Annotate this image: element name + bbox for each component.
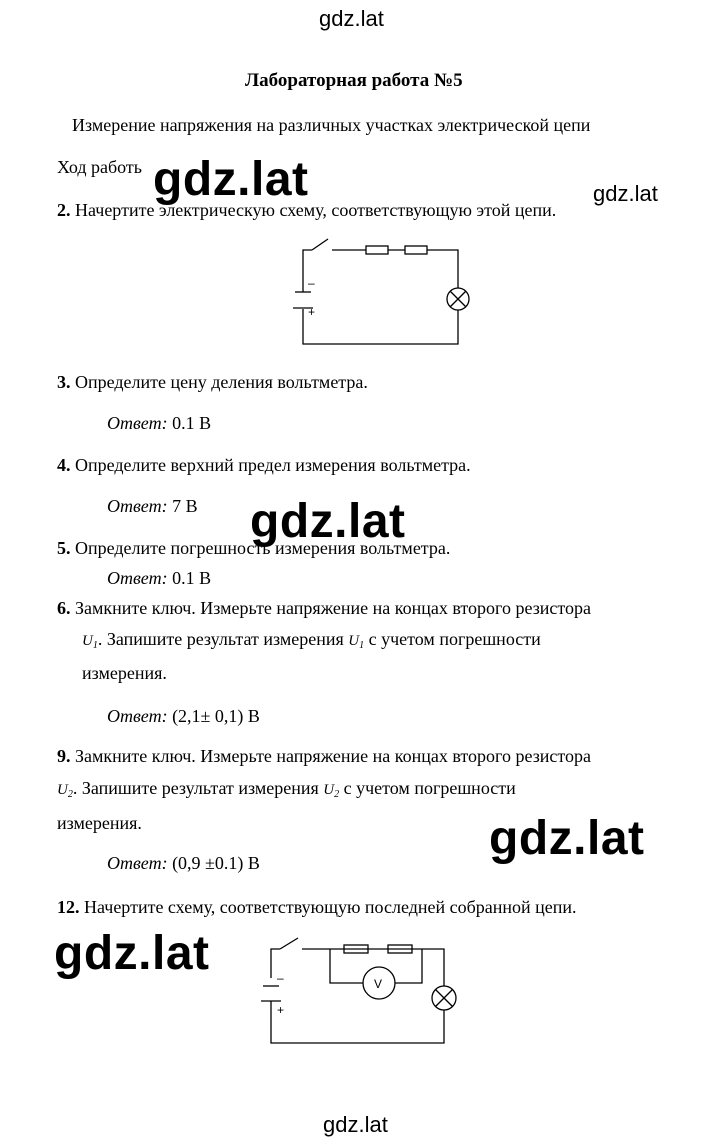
switch-blade bbox=[312, 239, 328, 250]
minus-sign: – bbox=[277, 971, 284, 985]
answer-6 bbox=[107, 706, 260, 727]
task-9 bbox=[57, 746, 591, 767]
task-number: 2. bbox=[57, 200, 71, 220]
answer-label: Ответ: bbox=[107, 706, 168, 726]
watermark-large: gdz.lat bbox=[489, 812, 645, 865]
task-9-line-3: измерения. bbox=[57, 813, 142, 833]
task-number: 3. bbox=[57, 372, 71, 392]
wire bbox=[395, 949, 422, 983]
task-number: 9. bbox=[57, 746, 71, 766]
task-text: . Запишите результат измерения bbox=[97, 629, 344, 649]
task-12 bbox=[57, 897, 577, 918]
answer-value: 0.1 В bbox=[172, 568, 212, 588]
answer-value: 7 В bbox=[172, 496, 198, 516]
task-text: Замкните ключ. Измерьте напряжение на концах второго резистора bbox=[75, 746, 592, 766]
task-text: Определите верхний предел измерения вольтметра. bbox=[75, 455, 471, 475]
task-6-line-3: измерения. bbox=[82, 663, 167, 683]
voltmeter-label: V bbox=[374, 977, 383, 991]
wire bbox=[330, 949, 363, 983]
wire bbox=[271, 1001, 444, 1043]
voltage-variable: $U_2$ bbox=[323, 782, 340, 800]
watermark-large: gdz.lat bbox=[54, 927, 210, 980]
task-text: с учетом погрешности bbox=[343, 778, 516, 798]
watermark-top: gdz.lat bbox=[319, 6, 384, 31]
progress-label: Ход работь bbox=[57, 157, 142, 177]
task-text: . Запишите результат измерения bbox=[72, 778, 319, 798]
watermark-large: gdz.lat bbox=[250, 495, 406, 548]
answer-value: (2,1± 0,1) В bbox=[172, 706, 260, 726]
minus-sign: – bbox=[308, 276, 315, 290]
answer-5 bbox=[107, 568, 211, 589]
task-2 bbox=[57, 200, 556, 221]
task-number: 6. bbox=[57, 598, 71, 618]
task-4 bbox=[57, 455, 471, 476]
task-3 bbox=[57, 372, 368, 393]
task-number: 12. bbox=[57, 897, 80, 917]
voltage-variable: $U_1$ bbox=[348, 633, 365, 651]
circuit-diagram-2 bbox=[258, 931, 468, 1051]
task-number: 5. bbox=[57, 538, 71, 558]
answer-label: Ответ: bbox=[107, 568, 168, 588]
page-title: Лабораторная работа №5 bbox=[245, 70, 463, 91]
resistor bbox=[405, 246, 427, 254]
watermark-bottom: gdz.lat bbox=[323, 1112, 388, 1137]
answer-label: Ответ: bbox=[107, 496, 168, 516]
plus-sign: + bbox=[308, 305, 316, 319]
task-text: Начертите схему, соответствующую последней собранной цепи. bbox=[84, 897, 577, 917]
task-6 bbox=[57, 598, 591, 619]
answer-3 bbox=[107, 413, 211, 434]
task-text: Определите погрешность измерения вольтметра. bbox=[75, 538, 451, 558]
answer-label: Ответ: bbox=[107, 853, 168, 873]
plus-sign: + bbox=[277, 1003, 285, 1017]
answer-4 bbox=[107, 496, 198, 517]
answer-value: (0,9 ±0.1) В bbox=[172, 853, 260, 873]
circuit-diagram-1 bbox=[290, 232, 470, 352]
wire bbox=[427, 250, 458, 288]
task-number: 4. bbox=[57, 455, 71, 475]
task-text: Определите цену деления вольтметра. bbox=[75, 372, 368, 392]
watermark-large: gdz.lat bbox=[153, 153, 309, 206]
watermark-small: gdz.lat bbox=[593, 181, 658, 206]
switch-blade bbox=[280, 938, 298, 949]
resistor bbox=[366, 246, 388, 254]
voltage-variable: $U_1$ bbox=[82, 633, 98, 651]
task-6-line-2 bbox=[82, 629, 541, 651]
task-5 bbox=[57, 538, 450, 559]
task-9-line-2 bbox=[57, 778, 516, 800]
answer-label: Ответ: bbox=[107, 413, 168, 433]
task-text: Замкните ключ. Измерьте напряжение на концах второго резистора bbox=[75, 598, 592, 618]
task-text: Начертите электрическую схему, соответствующую этой цепи. bbox=[75, 200, 557, 220]
answer-value: 0.1 В bbox=[172, 413, 212, 433]
page-subtitle: Измерение напряжения на различных участках электрической цепи bbox=[72, 115, 591, 135]
task-text: с учетом погрешности bbox=[368, 629, 541, 649]
wire bbox=[303, 309, 458, 344]
voltage-variable: $U_2$ bbox=[57, 782, 73, 800]
answer-9 bbox=[107, 853, 260, 874]
